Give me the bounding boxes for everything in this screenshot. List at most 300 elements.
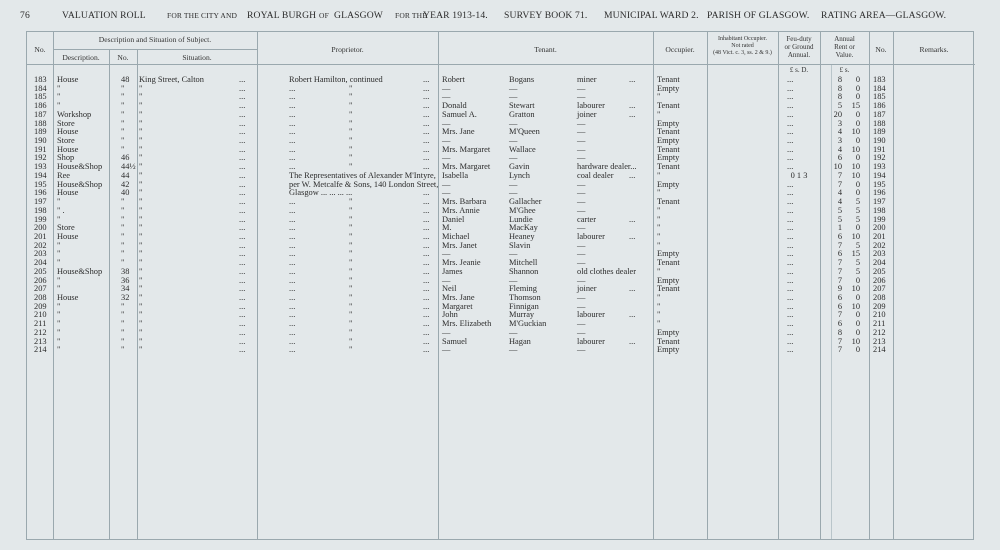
cell-prop: ... — [289, 101, 296, 111]
cell-t1: Mrs. Margaret — [442, 144, 491, 154]
cell-no: 197 — [34, 197, 47, 207]
cell-occ: " — [657, 223, 661, 233]
cell-desc: Ree — [57, 170, 71, 180]
cell-occ: " — [657, 293, 661, 302]
cell-pounds: 6 — [837, 249, 842, 259]
cell-t1: Mrs. Jeanie — [442, 258, 481, 268]
cell-prop2: " — [349, 266, 353, 276]
cell-sd: ... — [239, 231, 246, 241]
cell-no2: 208 — [873, 293, 886, 302]
cell-pounds: 7 — [837, 258, 842, 268]
cell-no2: 202 — [873, 240, 886, 250]
cell-no: 201 — [34, 231, 47, 241]
cell-no: 186 — [34, 101, 47, 111]
cell-t2: Thomson — [509, 293, 541, 302]
cell-no: 209 — [34, 301, 47, 311]
cell-shillings: 5 — [855, 214, 860, 224]
cell-t1: — — [442, 92, 451, 102]
cell-pd: ... — [423, 153, 430, 163]
cell-shillings: 10 — [851, 170, 860, 180]
cell-t2: Hagan — [509, 336, 531, 346]
cell-occ: Tenant — [657, 197, 680, 207]
cell-prop2: " — [349, 284, 353, 294]
cell-no: 189 — [34, 127, 47, 137]
cell-t3: labourer — [577, 336, 605, 346]
cell-t1: — — [442, 118, 451, 128]
cell-desc: " — [57, 301, 61, 311]
cell-sd: ... — [239, 301, 246, 311]
cell-desc: Store — [57, 136, 75, 146]
cell-no2: 203 — [873, 249, 886, 259]
cell-no2: 197 — [873, 197, 886, 207]
cell-no: 195 — [34, 179, 47, 189]
cell-desc: House&Shop — [57, 266, 103, 276]
cell-pd: ... — [423, 205, 430, 215]
table-row — [27, 181, 975, 190]
cell-sd: ... — [239, 275, 246, 285]
cell-desc: " — [57, 240, 61, 250]
cell-td: ... — [629, 310, 636, 320]
cell-t2: Gallacher — [509, 197, 542, 207]
survey-book: SURVEY BOOK 71. — [504, 10, 588, 21]
cell-fd: ... — [787, 101, 794, 111]
cell-num: " — [121, 127, 125, 137]
cell-prop2: " — [349, 144, 353, 154]
cell-no2: 192 — [873, 153, 886, 163]
cell-num: " — [121, 144, 125, 154]
feu-line-1: Feu-duty — [786, 35, 812, 43]
cell-prop: ... — [289, 214, 296, 224]
table-row — [27, 85, 975, 94]
cell-prop2: " — [349, 240, 353, 250]
cell-fd: ... — [787, 118, 794, 128]
cell-sit: " — [139, 240, 143, 250]
cell-pd: ... — [423, 231, 430, 241]
cell-shillings: 10 — [851, 336, 860, 346]
cell-shillings: 5 — [855, 205, 860, 215]
cell-sd: ... — [239, 101, 246, 111]
cell-sd: ... — [239, 327, 246, 337]
cell-pounds: 5 — [837, 101, 842, 111]
cell-pounds: 20 — [833, 109, 842, 119]
cell-prop2: " — [349, 153, 353, 163]
table-row — [27, 102, 975, 111]
cell-sit: " — [139, 258, 143, 268]
cell-pounds: 10 — [833, 162, 842, 172]
cell-t1: M. — [442, 223, 452, 233]
table-row — [27, 259, 975, 268]
cell-occ: Empty — [657, 118, 680, 128]
cell-no2: 184 — [873, 83, 886, 93]
cell-t1: — — [442, 345, 451, 355]
cell-pd: ... — [423, 109, 430, 119]
cell-prop: ... — [289, 127, 296, 137]
cell-pd: ... — [423, 327, 430, 337]
col-header-proprietor: Proprietor. — [331, 45, 364, 54]
cell-prop2: " — [349, 214, 353, 224]
cell-sit: " — [139, 197, 143, 207]
cell-pounds: 7 — [837, 310, 842, 320]
cell-t1: Neil — [442, 284, 457, 294]
cell-fd: ... — [787, 214, 794, 224]
table-row — [27, 338, 975, 347]
cell-shillings: 5 — [855, 266, 860, 276]
cell-no: 202 — [34, 240, 47, 250]
cell-td: ... — [629, 101, 636, 111]
cell-sd: ... — [239, 345, 246, 355]
cell-num: 44 — [121, 170, 130, 180]
cell-shillings: 0 — [855, 223, 860, 233]
cell-sd: ... — [239, 162, 246, 172]
cell-t2: Gavin — [509, 162, 530, 172]
table-row — [27, 277, 975, 286]
cell-shillings: 0 — [855, 327, 860, 337]
cell-prop: Glasgow ... ... ... ... — [289, 188, 353, 198]
cell-occ: Empty — [657, 345, 680, 355]
cell-t1: James — [442, 266, 463, 276]
annual-units: £ s. — [839, 66, 850, 74]
cell-sd: ... — [239, 144, 246, 154]
cell-fd: ... — [787, 179, 794, 189]
cell-t1: Daniel — [442, 214, 465, 224]
cell-desc: " — [57, 284, 61, 294]
page-header — [6, 10, 996, 24]
cell-fd: ... — [787, 284, 794, 294]
cell-no2: 183 — [873, 75, 886, 84]
cell-shillings: 15 — [851, 249, 860, 259]
cell-desc: " — [57, 197, 61, 207]
table-row — [27, 250, 975, 259]
cell-sd: ... — [239, 249, 246, 259]
cell-desc: " — [57, 345, 61, 355]
cell-t3: — — [577, 136, 586, 146]
municipal-ward: MUNICIPAL WARD 2. — [604, 10, 699, 21]
cell-sit: " — [139, 109, 143, 119]
table-row — [27, 128, 975, 137]
cell-pd: ... — [423, 249, 430, 259]
cell-occ: Empty — [657, 179, 680, 189]
cell-num: 44½ — [121, 162, 136, 172]
cell-t1: Mrs. Barbara — [442, 197, 487, 207]
cell-t2: — — [509, 92, 518, 102]
cell-t1: — — [442, 153, 451, 163]
cell-t3: — — [577, 205, 586, 215]
cell-t3: — — [577, 127, 586, 137]
cell-prop2: " — [349, 319, 353, 329]
cell-t3: joiner — [577, 109, 597, 119]
cell-shillings: 0 — [855, 179, 860, 189]
cell-pounds: 8 — [837, 327, 842, 337]
cell-t1: — — [442, 136, 451, 146]
cell-td: ... — [629, 231, 636, 241]
cell-prop: The Representatives of Alexander M'Intyre, — [289, 170, 436, 180]
cell-sit: " — [139, 118, 143, 128]
cell-pounds: 8 — [837, 83, 842, 93]
table-row — [27, 311, 975, 320]
col-header-situation: Situation. — [182, 53, 212, 62]
cell-td: ... — [629, 336, 636, 346]
cell-prop2: " — [349, 223, 353, 233]
cell-prop2: " — [349, 162, 353, 172]
cell-sd: ... — [239, 118, 246, 128]
cell-shillings: 15 — [851, 101, 860, 111]
cell-desc: House — [57, 293, 79, 302]
cell-sd: ... — [239, 258, 246, 268]
cell-sd: ... — [239, 75, 246, 84]
cell-prop: ... — [289, 249, 296, 259]
cell-t3: hardware dealer... — [577, 162, 637, 172]
cell-num: " — [121, 205, 125, 215]
cell-shillings: 0 — [855, 75, 860, 84]
cell-sit: " — [139, 83, 143, 93]
cell-sit: " — [139, 144, 143, 154]
cell-sd: ... — [239, 127, 246, 137]
cell-prop: ... — [289, 118, 296, 128]
cell-prop: ... — [289, 310, 296, 320]
cell-sit: " — [139, 153, 143, 163]
cell-no2: 207 — [873, 284, 886, 294]
cell-prop2: " — [349, 92, 353, 102]
cell-prop: ... — [289, 345, 296, 355]
cell-desc: " — [57, 327, 61, 337]
cell-shillings: 0 — [855, 188, 860, 198]
cell-td: ... — [629, 75, 636, 84]
cell-desc: " — [57, 310, 61, 320]
cell-t1: — — [442, 83, 451, 93]
cell-no: 196 — [34, 188, 47, 198]
cell-t1: Margaret — [442, 301, 473, 311]
cell-t3: — — [577, 327, 586, 337]
cell-sd: ... — [239, 197, 246, 207]
cell-no: 214 — [34, 345, 47, 355]
cell-fd: ... — [787, 301, 794, 311]
cell-fd: ... — [787, 92, 794, 102]
cell-pd: ... — [423, 92, 430, 102]
cell-no2: 193 — [873, 162, 886, 172]
cell-t1: — — [442, 249, 451, 259]
cell-fd: ... — [787, 336, 794, 346]
cell-shillings: 0 — [855, 109, 860, 119]
cell-desc: " — [57, 214, 61, 224]
cell-pd: ... — [423, 101, 430, 111]
header-rule — [27, 64, 975, 65]
cell-desc: " — [57, 319, 61, 329]
cell-td: ... — [629, 214, 636, 224]
cell-desc: " — [57, 83, 61, 93]
cell-pounds: 7 — [837, 179, 842, 189]
cell-occ: Tenant — [657, 258, 680, 268]
cell-desc: House — [57, 188, 79, 198]
col-header-feu-duty — [778, 35, 820, 59]
cell-sd: ... — [239, 223, 246, 233]
cell-pd: ... — [423, 275, 430, 285]
cell-pounds: 3 — [837, 136, 842, 146]
cell-t2: — — [509, 345, 518, 355]
cell-pounds: 6 — [837, 301, 842, 311]
cell-pd: ... — [423, 83, 430, 93]
cell-occ: Empty — [657, 83, 680, 93]
cell-fd: ... — [787, 205, 794, 215]
cell-no: 184 — [34, 83, 47, 93]
cell-desc: " . — [57, 205, 65, 215]
cell-no: 211 — [34, 319, 47, 329]
cell-pd: ... — [423, 266, 430, 276]
feu-line-3: Annual. — [787, 51, 811, 59]
cell-occ: " — [657, 319, 661, 329]
cell-no: 198 — [34, 205, 47, 215]
cell-fd: ... — [787, 258, 794, 268]
col-header-inhabitant — [707, 36, 778, 57]
cell-t3: — — [577, 179, 586, 189]
cell-desc: Store — [57, 223, 75, 233]
cell-t3: — — [577, 258, 586, 268]
cell-no: 190 — [34, 136, 47, 146]
cell-pd: ... — [423, 293, 430, 302]
cell-t3: labourer — [577, 231, 605, 241]
cell-num: " — [121, 345, 125, 355]
cell-desc: " — [57, 101, 61, 111]
cell-sit: " — [139, 214, 143, 224]
cell-t3: — — [577, 345, 586, 355]
table-row — [27, 329, 975, 338]
cell-pd: ... — [423, 336, 430, 346]
table-row — [27, 189, 975, 198]
cell-t2: — — [509, 136, 518, 146]
table-row — [27, 146, 975, 155]
cell-t2: Mitchell — [509, 258, 538, 268]
cell-sit: " — [139, 301, 143, 311]
table-row — [27, 303, 975, 312]
cell-no: 212 — [34, 327, 47, 337]
cell-sd: ... — [239, 83, 246, 93]
cell-t2: Stewart — [509, 101, 535, 111]
cell-t2: Gratton — [509, 109, 535, 119]
cell-pounds: 5 — [837, 205, 842, 215]
cell-no2: 201 — [873, 231, 886, 241]
cell-shillings: 0 — [855, 319, 860, 329]
cell-prop2: " — [349, 275, 353, 285]
cell-pounds: 8 — [837, 92, 842, 102]
cell-prop: ... — [289, 109, 296, 119]
cell-num: " — [121, 327, 125, 337]
table-row — [27, 137, 975, 146]
cell-num: " — [121, 101, 125, 111]
cell-sd: ... — [239, 153, 246, 163]
cell-pd: ... — [423, 136, 430, 146]
cell-prop2: " — [349, 127, 353, 137]
cell-t3: miner — [577, 75, 597, 84]
cell-t3: — — [577, 92, 586, 102]
cell-no: 191 — [34, 144, 47, 154]
cell-occ: Empty — [657, 327, 680, 337]
parish: PARISH OF GLASGOW. — [707, 10, 810, 21]
cell-t2: Wallace — [509, 144, 536, 154]
cell-sd: ... — [239, 319, 246, 329]
cell-prop2: " — [349, 336, 353, 346]
cell-prop: ... — [289, 92, 296, 102]
cell-desc: House&Shop — [57, 179, 103, 189]
cell-no2: 188 — [873, 118, 886, 128]
title-glasgow: GLASGOW — [334, 10, 384, 21]
cell-pd: ... — [423, 301, 430, 311]
cell-desc: House&Shop — [57, 162, 103, 172]
table-row — [27, 242, 975, 251]
cell-sd: ... — [239, 170, 246, 180]
cell-no: 194 — [34, 170, 47, 180]
cell-prop: ... — [289, 153, 296, 163]
annual-line-1: Annual — [834, 35, 855, 43]
cell-prop: ... — [289, 293, 296, 302]
cell-no: 200 — [34, 223, 47, 233]
cell-fd: ... — [787, 310, 794, 320]
cell-prop2: " — [349, 293, 353, 302]
cell-pounds: 4 — [837, 144, 842, 154]
cell-pounds: 3 — [837, 118, 842, 128]
cell-sd: ... — [239, 266, 246, 276]
cell-prop: ... — [289, 266, 296, 276]
cell-no: 199 — [34, 214, 47, 224]
cell-num: 48 — [121, 75, 130, 84]
cell-prop2: " — [349, 205, 353, 215]
cell-occ: " — [657, 301, 661, 311]
title-of: OF — [319, 11, 329, 20]
cell-desc: " — [57, 258, 61, 268]
cell-pounds: 6 — [837, 153, 842, 163]
cell-occ: Empty — [657, 153, 680, 163]
cell-t3: labourer — [577, 310, 605, 320]
cell-sit: " — [139, 266, 143, 276]
cell-td: ... — [629, 170, 636, 180]
cell-t3: joiner — [577, 284, 597, 294]
cell-no2: 185 — [873, 92, 886, 102]
cell-pd: ... — [423, 319, 430, 329]
table-row — [27, 233, 975, 242]
cell-occ: " — [657, 240, 661, 250]
cell-sit: " — [139, 310, 143, 320]
cell-no: 203 — [34, 249, 47, 259]
col-header-tenant: Tenant. — [534, 45, 557, 54]
cell-t2: Heaney — [509, 231, 535, 241]
cell-t2: Finnigan — [509, 301, 539, 311]
cell-shillings: 5 — [855, 258, 860, 268]
cell-shillings: 0 — [855, 136, 860, 146]
cell-prop2: " — [349, 327, 353, 337]
cell-no2: 195 — [873, 179, 886, 189]
cell-sit: " — [139, 231, 143, 241]
cell-sit: " — [139, 101, 143, 111]
cell-t3: — — [577, 83, 586, 93]
cell-t1: — — [442, 179, 451, 189]
cell-occ: " — [657, 188, 661, 198]
col-header-description-situation: Description and Situation of Subject. — [98, 35, 212, 44]
header-subrule — [53, 49, 257, 50]
cell-prop2: " — [349, 109, 353, 119]
col-header-no: No. — [34, 45, 46, 54]
cell-t2: Lundie — [509, 214, 533, 224]
cell-sd: ... — [239, 284, 246, 294]
cell-t1: Robert — [442, 75, 465, 84]
cell-t2: MacKay — [509, 223, 538, 233]
cell-sd: ... — [239, 92, 246, 102]
cell-no2: 189 — [873, 127, 886, 137]
cell-occ: Tenant — [657, 101, 680, 111]
cell-num: " — [121, 223, 125, 233]
cell-num: " — [121, 258, 125, 268]
cell-num: " — [121, 118, 125, 128]
cell-t1: Mrs. Annie — [442, 205, 480, 215]
cell-fd: ... — [787, 127, 794, 137]
cell-prop: per W. Metcalfe & Sons, 140 London Street, — [289, 179, 439, 189]
